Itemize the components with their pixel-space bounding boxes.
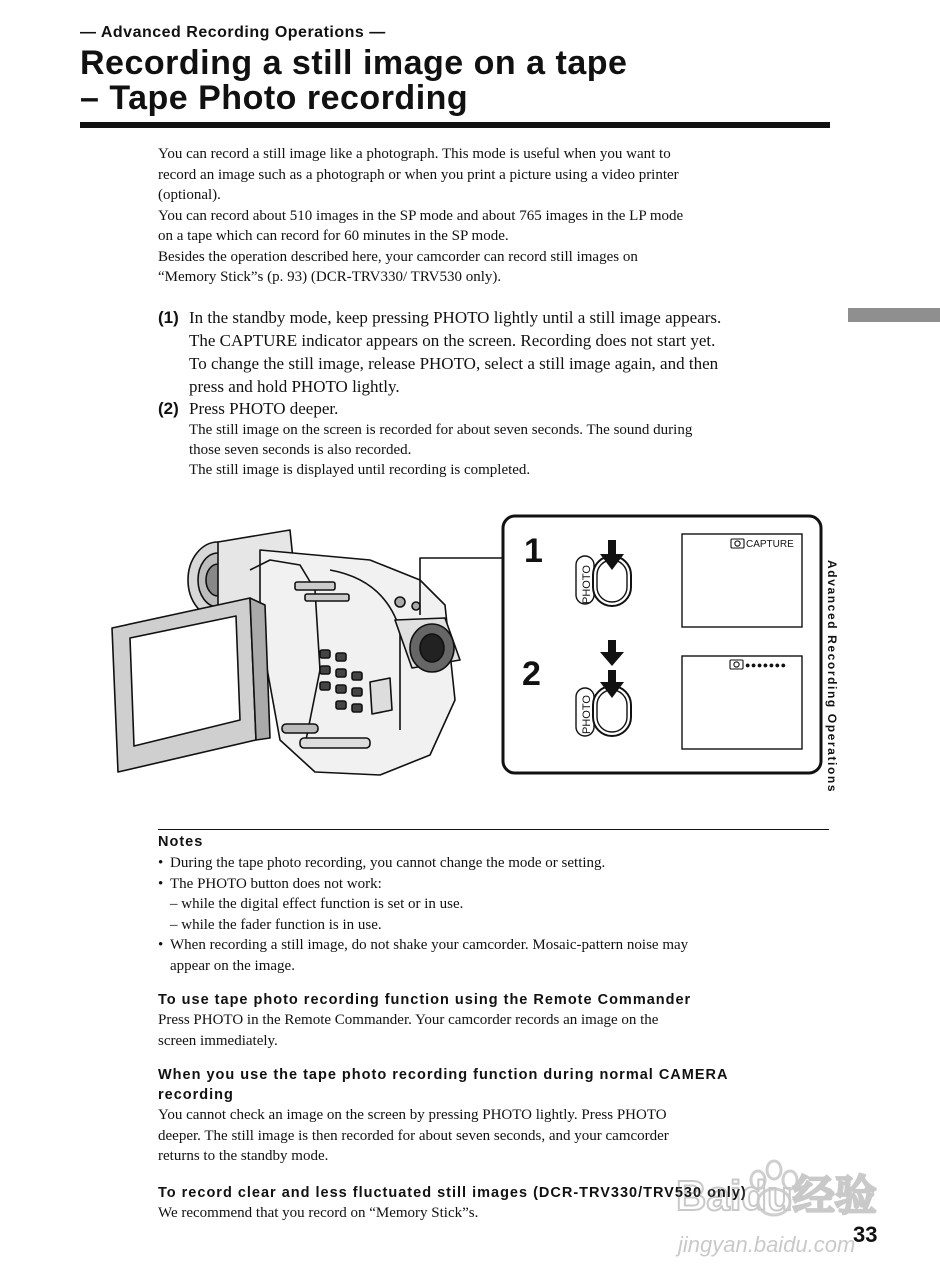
step-line: press and hold PHOTO lightly.	[189, 377, 400, 396]
camcorder-illustration	[100, 510, 830, 790]
notes-list	[158, 853, 818, 976]
section-line: We recommend that you record on “Memory Stick”s.	[158, 1205, 479, 1221]
section-heading: recording	[158, 1087, 234, 1103]
bullet-icon: •	[158, 937, 164, 953]
photo-button-label: PHOTO	[581, 565, 593, 604]
section-heading: To use tape photo recording function using the Remote Commander	[158, 992, 692, 1008]
step-line: The CAPTURE indicator appears on the screen. Recording does not start yet.	[189, 331, 716, 350]
section-line: You cannot check an image on the screen by pressing PHOTO lightly. Press PHOTO	[158, 1107, 667, 1123]
page-title-line-1: Recording a still image on a tape	[80, 44, 628, 82]
note-item	[158, 874, 818, 936]
intro-line: You can record a still image like a photograph. This mode is useful when you want to	[158, 146, 671, 162]
note-text: When recording a still image, do not shake your camcorder. Mosaic-pattern noise may	[170, 937, 689, 953]
note-item	[158, 935, 818, 976]
step-number: (1)	[158, 308, 179, 327]
step-number: (2)	[158, 399, 179, 418]
title-rule	[80, 122, 830, 128]
step-2	[158, 397, 828, 480]
note-subline: – while the digital effect function is set or in use.	[170, 896, 464, 912]
intro-line: “Memory Stick”s (p. 93) (DCR-TRV330/ TRV530 only).	[158, 269, 502, 285]
step-line: To change the still image, release PHOTO, select a still image again, and then	[189, 354, 719, 373]
step-sub-line: The still image is displayed until recording is completed.	[189, 462, 531, 478]
page-title-line-2: – Tape Photo recording	[80, 79, 469, 117]
notes-rule	[158, 829, 829, 830]
intro-paragraph	[158, 144, 818, 288]
panel-step-number-2: 2	[522, 655, 541, 693]
step-line: In the standby mode, keep pressing PHOTO lightly until a still image appears.	[189, 308, 722, 327]
intro-line: Besides the operation described here, your camcorder can record still images on	[158, 248, 638, 265]
page-title	[80, 46, 627, 116]
page-number: 33	[853, 1222, 878, 1247]
intro-line: (optional).	[158, 187, 221, 203]
section-line: screen immediately.	[158, 1032, 278, 1049]
section-kicker: — Advanced Recording Operations —	[80, 24, 386, 41]
camcorder-drawing	[112, 530, 502, 775]
step-sub-line: those seven seconds is also recorded.	[189, 442, 412, 458]
note-text: During the tape photo recording, you cannot change the mode or setting.	[170, 855, 606, 871]
intro-line: You can record about 510 images in the SP mode and about 765 images in the LP mode	[158, 207, 684, 224]
step-1	[158, 306, 828, 398]
step-line: Press PHOTO deeper.	[189, 399, 339, 418]
note-subline: appear on the image.	[170, 957, 295, 974]
panel-step-number-1: 1	[524, 532, 543, 570]
recording-progress-dots: ●●●●●●●	[745, 660, 787, 670]
section-heading: When you use the tape photo recording function during normal CAMERA	[158, 1067, 729, 1083]
note-subline: – while the fader function is in use.	[170, 916, 382, 933]
watermark-brand: Baidu经验	[676, 1172, 877, 1219]
note-item	[158, 853, 818, 874]
intro-line: on a tape which can record for 60 minutes in the SP mode.	[158, 228, 509, 244]
side-tab-label: Advanced Recording Operations	[825, 560, 839, 794]
intro-line: record an image such as a photograph or when you print a picture using a video printer	[158, 166, 679, 183]
watermark-url: jingyan.baidu.com	[678, 1232, 856, 1257]
section-line: returns to the standby mode.	[158, 1148, 329, 1164]
section-line: Press PHOTO in the Remote Commander. Your camcorder records an image on the	[158, 1012, 659, 1028]
remote-commander-section	[158, 990, 818, 1051]
bullet-icon: •	[158, 875, 164, 892]
notes-heading: Notes	[158, 834, 204, 850]
baidu-watermark	[668, 1140, 888, 1270]
section-heading: To record clear and less fluctuated still images (DCR-TRV330/TRV530 only)	[158, 1185, 747, 1201]
capture-indicator: CAPTURE	[746, 539, 794, 550]
side-tab-marker	[848, 308, 940, 322]
step-sub-line: The still image on the screen is recorded for about seven seconds. The sound during	[189, 422, 693, 438]
photo-button-label: PHOTO	[581, 695, 593, 734]
note-text: The PHOTO button does not work:	[170, 875, 382, 892]
bullet-icon: •	[158, 855, 164, 871]
section-line: deeper. The still image is then recorded for about seven seconds, and your camcorder	[158, 1127, 669, 1144]
